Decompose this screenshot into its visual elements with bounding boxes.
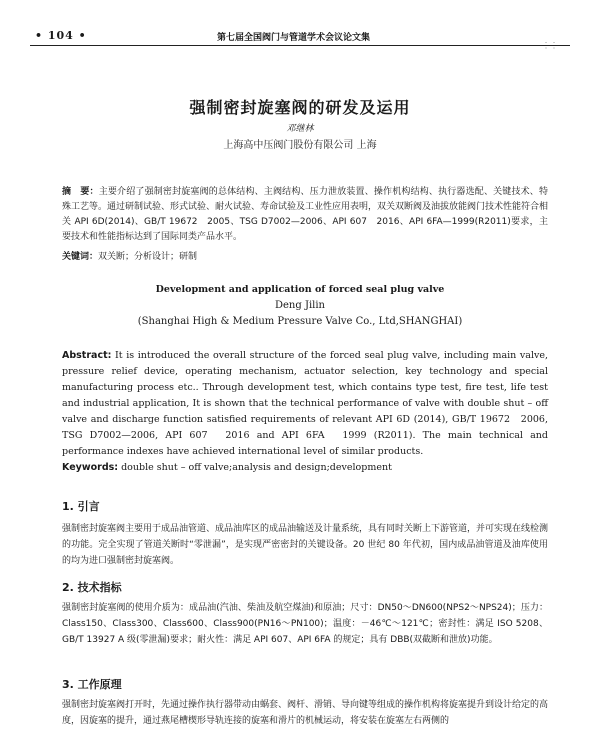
affiliation-cn: 上海高中压阀门股份有限公司 上海 (223, 140, 377, 151)
abstract-cn-text: 主要介绍了强制密封旋塞阀的总体结构、主阀结构、压力泄放装置、操作机构结构、执行器选配、关键技术、特殊工艺等。通过研制试验、形式试验、耐火试验、寿命试验及工业性应用表明，双关双断阀及油拔放能阀门技术性能符合相关 API 6D(2014)、GB/T 19672 2005、TSG D7002—2006、API 607 2016、API 6FA—1999(R2011)要求，主要技术和性能指标达到了国际同类产品水平。 (62, 187, 549, 242)
author-en: Deng Jilin (275, 300, 325, 311)
page-number: • 104 • (35, 29, 87, 42)
abstract-cn (62, 185, 548, 245)
section-text-specs: 强制密封旋塞阀的使用介质为：成品油(汽油、柴油及航空煤油)和原油；尺寸：DN50～DN600(NPS2～NPS24)；压力：Class150、Class300、Class600、Class900(PN16～PN100)；温度：－46℃～121℃；密封性：满足 ISO 5208、GB/T 13927 A 级(零泄漏)要求；耐火性：满足 API 607、API 6FA 的规定；具有 DBB(双截断和泄放)功能。 (62, 603, 548, 645)
abstract-cn-label: 摘 要： (62, 187, 99, 197)
keywords-cn-label: 关键词： (62, 252, 99, 262)
section-text-principle: 强制密封旋塞阀打开时，先通过操作执行器带动由蜗套、阀杆、滑销、导向键等组成的操作机构将旋塞提升到设计给定的高度，因旋塞的提升，通过燕尾槽楔形导轨连接的旋塞和滑片的机械运动，将安装在旋塞左右两侧的 (62, 700, 549, 726)
running-title: 第七届全国阀门与管道学术会议论文集 (217, 33, 371, 43)
section-heading-specs: 2. 技术指标 (62, 581, 122, 594)
keywords-en-text: double shut – off valve;analysis and design;development (118, 462, 392, 473)
keywords-en (62, 460, 548, 475)
section-heading-principle: 3. 工作原理 (62, 678, 122, 691)
keywords-cn (62, 250, 548, 265)
abstract-en-text: It is introduced the overall structure of the forced seal plug valve, including main valve, pressure relief device, operating mechanism, actuator selection, key technology and special manufacturing process etc.. Through development test, which contains type test, fire test, life test and industrial application, It is shown that the technical performance of valve with double shut – off valve and discharge function satisfied requirements of relevant API 6D (2014), GB/T 19672 2006, TSG D7002—2006, API 607 2016 and API 6FA 1999 (R2011). The main technical and performance indexes have achieved international level of similar products. (62, 350, 548, 457)
paper-title-en: Development and application of forced seal plug valve (155, 284, 445, 295)
affiliation-en: (Shanghai High & Medium Pressure Valve Co., Ltd,SHANGHAI) (137, 316, 463, 327)
abstract-en (62, 348, 548, 460)
keywords-en-label: Keywords: (62, 462, 119, 473)
section-heading-intro: 1. 引言 (62, 500, 100, 513)
keywords-cn-text: 双关断；分析设计；研制 (98, 252, 198, 262)
section-text-intro: 强制密封旋塞阀主要用于成品油管道、成品油库区的成品油输送及计量系统，具有同时关断上下游管道，并可实现在线检测的功能。完全实现了管道关断时“零泄漏”，是实现严密密封的关键设备。20 世纪 80 年代初，国内成品油管道及油库使用的均为进口强制密封旋塞阀。 (62, 524, 549, 566)
paper-title-cn: 强制密封旋塞阀的研发及运用 (189, 98, 411, 117)
author-cn: 邓继林 (286, 124, 314, 134)
header-rule (30, 45, 570, 46)
abstract-en-label: Abstract: (62, 350, 112, 361)
